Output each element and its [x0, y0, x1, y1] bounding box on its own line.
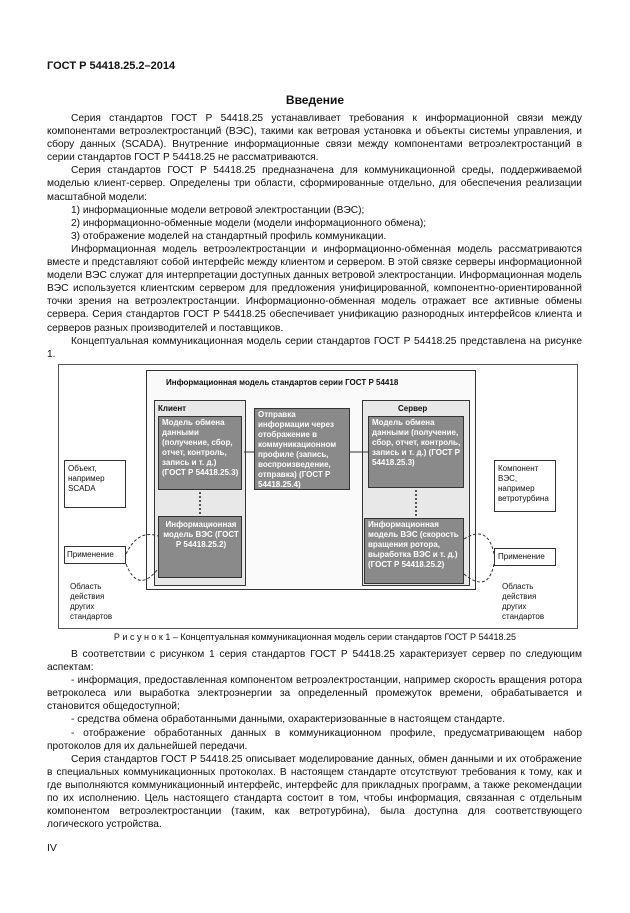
client-info-text: Информационная модель ВЭС (ГОСТ Р 54418.25.2): [163, 520, 239, 549]
left-object-text: Объект, например SCADA: [68, 464, 105, 493]
paragraph: Серия стандартов ГОСТ Р 54418.25 описывает моделирование данных, обмен данными и их отображение в специальных коммуникационных протоколах. В настоящем стандарте отсутствуют требования к тому, как и где выполняются коммуникационный интерфейс, интерфейс для прикладных программ, а также рекомендации по их исполнению. Цель настоящего стандарта состоит в том, чтобы информация, связанная с отдельным компонентом ветроэлектростанции (таким, как ветротурбина), была доступна для соответствующего логического устройства.: [47, 753, 582, 831]
server-title: Сервер: [398, 404, 428, 413]
server-exchange-text: Модель обмена данными (получение, сбор, отчет, контроль, запись и т. д.) (ГОСТ Р 54418.25.3): [372, 418, 461, 467]
figure-1: [58, 364, 578, 629]
right-component-text: Компонент ВЭС, например ветротурбина: [498, 464, 549, 503]
section-title: Введение: [285, 93, 345, 107]
paragraph: Серия стандартов ГОСТ Р 54418.25 устанавливает требования к информационной связи между компонентами ветроэлектростанций (ВЭС), такими как ветровая установка и объекты системы управления, и сбору данных (SCADA). Внутренние информационные связи между компонентами ветроэлектростанций в серии стандартов ГОСТ Р 54418.25 не рассматриваются.: [47, 113, 582, 164]
list-item: - средства обмена обработанными данными, охарактеризованные в настоящем стандарте.: [71, 714, 506, 726]
right-area-text: Область действия других стандартов: [502, 582, 545, 621]
left-area-text: Область действия других стандартов: [70, 582, 113, 621]
list-item: - информация, предоставленная компонентом ветроэлектростанции, например скорость вращения ротора ветроколеса или выработка электроэнергии за определенный промежуток времени, обрабатывается и становится общедоступной;: [47, 675, 582, 713]
paragraph: Концептуальная коммуникационная модель серии стандартов ГОСТ Р 54418.25 представлена на рисунке 1.: [47, 335, 582, 360]
left-app-text: Применение: [67, 550, 114, 559]
intro-text: [47, 112, 582, 361]
figure-caption: Р и с у н о к 1 – Концептуальная коммуникационная модель серии стандартов ГОСТ Р 54418.25: [113, 632, 517, 642]
client-exchange-text: Модель обмена данными (получение, сбор, отчет, контроль, запись и т. д.) (ГОСТ Р 54418.25.3): [162, 418, 239, 477]
info-model-title: Информационная модель стандартов серии ГОСТ Р 54418: [166, 378, 399, 387]
figure-connectors: [58, 364, 578, 629]
center-box-text: Отправка информации через отображение в коммуникационном профиле (запись, воспроизведение, отправка) (ГОСТ Р 54418.25.4): [258, 410, 337, 489]
list-item: 2) информационно-обменные модели (модели информационного обмена);: [71, 217, 427, 229]
list-item: - отображение обработанных данных в коммуникационном профиле, предусматривающем набор протоколов для их дальнейшей передачи.: [47, 727, 582, 752]
page-number: IV: [47, 842, 57, 854]
server-info-text: Информационная модель ВЭС (скорость вращения ротора, выработка ВЭС и т. д.) (ГОСТ Р 54418.25.2): [368, 520, 459, 569]
list-item: 1) информационные модели ветровой электростанции (ВЭС);: [71, 204, 365, 216]
paragraph: Информационная модель ветроэлектростанции и информационно-обменная модель рассматриваются вместе и представляют собой интерфейс между клиентом и сервером. В этой связке серверы информационной модели ВЭС служат для интерпретации доступных данных ветровой электростанции. Информационная модель ВЭС используется клиентским сервером для предложения унифицированной, компонентно-ориентированной точки зрения на ветроэлектростанции. Информационно-обменная модель отражает все активные обмены сервера. Серия стандартов ГОСТ Р 54418.25 обеспечивает унификацию разнородных интерфейсов клиента и серверов разных производителей и поставщиков.: [47, 243, 582, 334]
right-app-text: Применение: [498, 552, 545, 561]
client-title: Клиент: [158, 404, 187, 413]
standard-header: ГОСТ Р 54418.25.2–2014: [47, 60, 176, 72]
list-item: 3) отображение моделей на стандартный профиль коммуникации.: [71, 230, 387, 242]
body-text: [47, 648, 582, 831]
paragraph: Серия стандартов ГОСТ Р 54418.25 предназначена для коммуникационной среды, поддерживаемой моделью клиент-сервер. Определены три области, сформированные отдельно, для обеспечения реализации масштабной модели:: [47, 165, 582, 203]
paragraph: В соответствии с рисунком 1 серия стандартов ГОСТ Р 54418.25 характеризует сервер по следующим аспектам:: [47, 649, 582, 674]
